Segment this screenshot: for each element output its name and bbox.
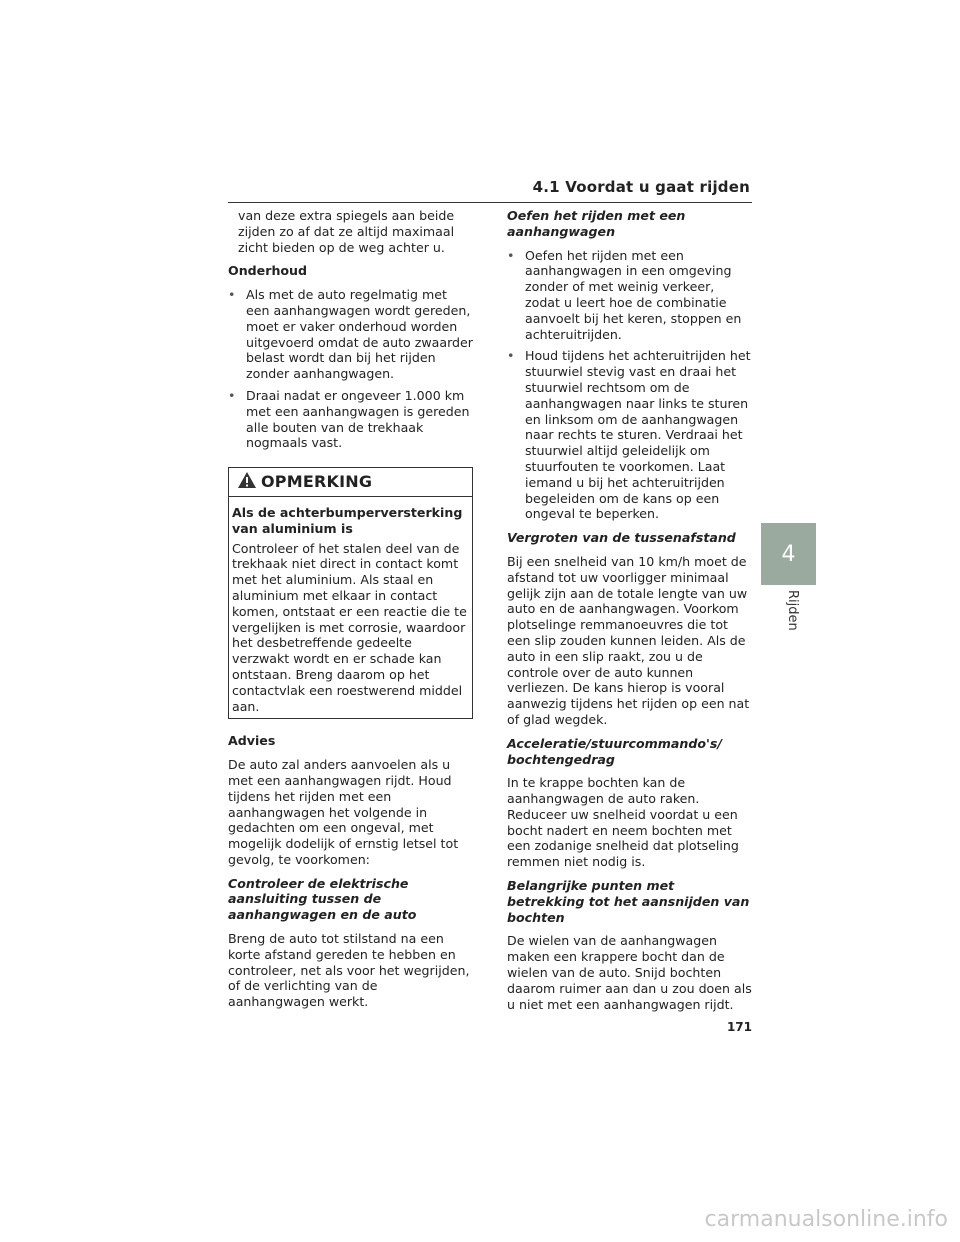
acceleration-paragraph: In te krappe bochten kan de aanhangwagen de auto raken. Reduceer uw snelheid voordat u een bocht nadert en neem bochten met een zodanige snelheid dat plotseling remmen niet nodig is. [507,775,739,870]
continued-paragraph: van deze extra spiegels aan beide zijden zo af dat ze altijd maximaal zicht bieden op de weg achter u. [238,208,455,255]
left-column [228,208,473,1018]
practice-list [507,248,752,523]
maintenance-heading: Onderhoud [228,263,308,279]
advice-paragraph: De auto zal anders aanvoelen als u met een aanhangwagen rijdt. Houd tijdens het rijden met een aanhangwagen het volgende in gedachten om een ongeval, met mogelijk dodelijk of ernstig letsel tot gevolg, te voorkomen: [228,757,459,867]
watermark: carmanualsonline.info [704,1207,948,1232]
notice-title: OPMERKING [261,472,373,492]
header-divider [228,202,752,203]
list-item: • Als met de auto regelmatig met een aanhangwagen wordt gereden, moet er vaker onderhoud worden uitgevoerd omdat de auto zwaarder belast wordt dan bij het rijden zonder aanhangwagen. [228,287,473,382]
acceleration-heading: Acceleratie/stuurcommando's/ bochtengedrag [507,735,722,767]
notice-subtitle: Als de achterbumperversterking van aluminium is [232,504,463,536]
list-item: • Draai nadat er ongeveer 1.000 km met een aanhangwagen is gereden alle bouten van de trekhaak nogmaals vast. [228,388,473,451]
list-item: • Oefen het rijden met een aanhangwagen in een omgeving zonder of met weinig verkeer, zodat u leert hoe de combinatie aanvoelt bij het keren, stoppen en achteruitrijden. [507,248,752,343]
page-number: 171 [726,1020,752,1034]
cornering-heading: Belangrijke punten met betrekking tot het aansnijden van bochten [507,878,750,925]
chapter-label: Rijden [785,590,800,631]
warning-icon [237,471,257,493]
advice-heading: Advies [228,733,276,749]
chapter-tab[interactable]: 4 [761,523,816,585]
right-column [507,208,752,1020]
list-item: • Houd tijdens het achteruitrijden het stuurwiel stevig vast en draai het stuurwiel rechtsom om de aanhangwagen naar links te sturen en linksom om de aanhangwagen naar rechts te sturen. Verdraai het stuurwiel altijd geleidelijk om stuurfouten te voorkomen. Laat iemand u bij het achteruitrijden begeleiden om de kans op een ongeval te beperken. [507,348,752,522]
maintenance-list [228,287,473,451]
cornering-paragraph: De wielen van de aanhangwagen maken een krappere bocht dan de wielen van de auto. Snijd bochten daarom ruimer aan dan u zou doen als u niet met een aanhangwagen rijdt. [507,933,752,1012]
check-paragraph: Breng de auto tot stilstand na een korte afstand gereden te hebben en controleer, net als voor het wegrijden, of de verlichting van de aanhangwagen werkt. [228,931,470,1010]
distance-heading: Vergroten van de tussenafstand [507,530,736,546]
check-heading: Controleer de elektrische aansluiting tussen de aanhangwagen en de auto [228,875,417,923]
notice-box [228,467,473,719]
practice-heading: Oefen het rijden met een aanhangwagen [507,208,686,239]
distance-paragraph: Bij een snelheid van 10 km/h moet de afstand tot uw voorligger minimaal gelijk zijn aan de totale lengte van uw auto en de aanhangwagen. Voorkom plotselinge remmanoeuvres die tot een slip zouden kunnen leiden. Als de auto in een slip raakt, zou u de controle over de auto kunnen verliezen. De kans hierop is vooral aanwezig tijdens het rijden op een nat of glad wegdek. [507,553,750,727]
notice-body: Controleer of het stalen deel van de trekhaak niet direct in contact komt met het aluminium. Als staal en aluminium met elkaar in contact komen, ontstaat er een reactie die te vergelijken is met corrosie, waardoor het desbetreffende gedeelte verzwakt wordt en er schade kan ontstaan. Breng daarom op het contactvlak een roestwerend middel aan. [232,540,467,714]
section-header: 4.1 Voordat u gaat rijden [532,178,750,196]
notice-header [229,468,472,497]
